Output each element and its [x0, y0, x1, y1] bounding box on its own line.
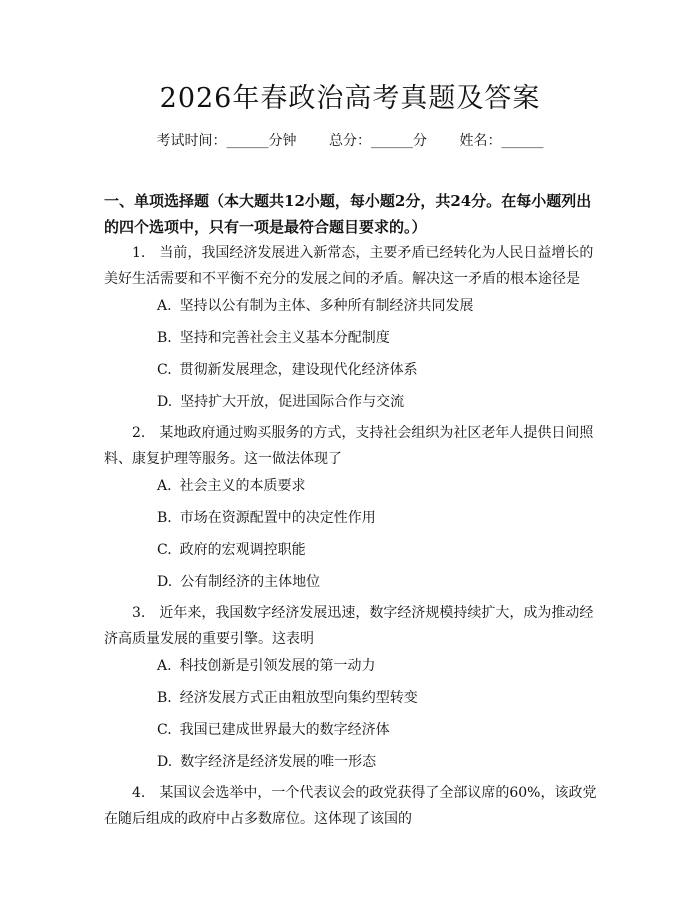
option-letter: B. — [157, 690, 172, 706]
question-2-stem: 2. 某地政府通过购买服务的方式，支持社会组织为社区老年人提供日间照料、康复护理等服务。这一做法体现了 — [104, 425, 594, 467]
option-text: 政府的宏观调控职能 — [179, 542, 306, 558]
option-letter: A. — [157, 478, 172, 494]
question-2-option-a — [157, 476, 306, 496]
option-text: 我国已建成世界最大的数字经济体 — [179, 722, 390, 738]
student-name-field: 姓名：______ — [459, 133, 544, 149]
question-1-option-a — [157, 296, 474, 316]
option-letter: C. — [157, 722, 172, 738]
question-3-option-d — [157, 752, 376, 772]
question-4-stem: 4. 某国议会选举中，一个代表议会的政党获得了全部议席的60%，该政党在随后组成的政府中占多数席位。这体现了该国的 — [104, 785, 597, 827]
option-text: 经济发展方式正由粗放型向集约型转变 — [179, 690, 418, 706]
option-text: 数字经济是经济发展的唯一形态 — [180, 754, 377, 770]
question-3-option-a — [157, 656, 376, 676]
question-1-option-d — [157, 392, 404, 412]
total-score-field: 总分：______分 — [329, 133, 427, 149]
question-1-stem: 1. 当前，我国经济发展进入新常态，主要矛盾已经转化为人民日益增长的美好生活需要和不平衡不充分的发展之间的矛盾。解决这一矛盾的根本途径是 — [104, 245, 594, 287]
option-text: 公有制经济的主体地位 — [180, 574, 321, 590]
question-3-option-b — [157, 688, 418, 708]
question-2-option-b — [157, 508, 376, 528]
option-text: 市场在资源配置中的决定性作用 — [179, 510, 376, 526]
option-text: 坚持扩大开放，促进国际合作与交流 — [180, 394, 405, 410]
exam-meta — [0, 131, 700, 151]
question-3-stem: 3. 近年来，我国数字经济发展迅速，数字经济规模持续扩大，成为推动经济高质量发展的重要引擎。这表明 — [104, 605, 594, 647]
question-3-option-c — [157, 720, 390, 740]
option-letter: D. — [157, 574, 173, 590]
option-text: 坚持以公有制为主体、多种所有制经济共同发展 — [179, 298, 474, 314]
exam-title: 2026年春政治高考真题及答案 — [159, 83, 541, 114]
option-text: 坚持和完善社会主义基本分配制度 — [179, 330, 390, 346]
option-letter: B. — [157, 510, 172, 526]
option-letter: C. — [157, 542, 172, 558]
section-heading: 一、单项选择题（本大题共12小题，每小题2分，共24分。在每小题列出的四个选项中，只有一项是最符合题目要求的。） — [104, 192, 592, 236]
option-letter: D. — [157, 394, 173, 410]
option-text: 科技创新是引领发展的第一动力 — [179, 658, 376, 674]
option-letter: A. — [157, 298, 172, 314]
option-letter: C. — [157, 362, 172, 378]
question-1-option-c — [157, 360, 418, 380]
option-text: 社会主义的本质要求 — [179, 478, 306, 494]
option-letter: A. — [157, 658, 172, 674]
question-1-option-b — [157, 328, 390, 348]
option-text: 贯彻新发展理念，建设现代化经济体系 — [179, 362, 418, 378]
exam-time-field: 考试时间：______分钟 — [156, 133, 297, 149]
question-2-option-c — [157, 540, 306, 560]
option-letter: B. — [157, 330, 172, 346]
question-2-option-d — [157, 572, 320, 592]
option-letter: D. — [157, 754, 173, 770]
